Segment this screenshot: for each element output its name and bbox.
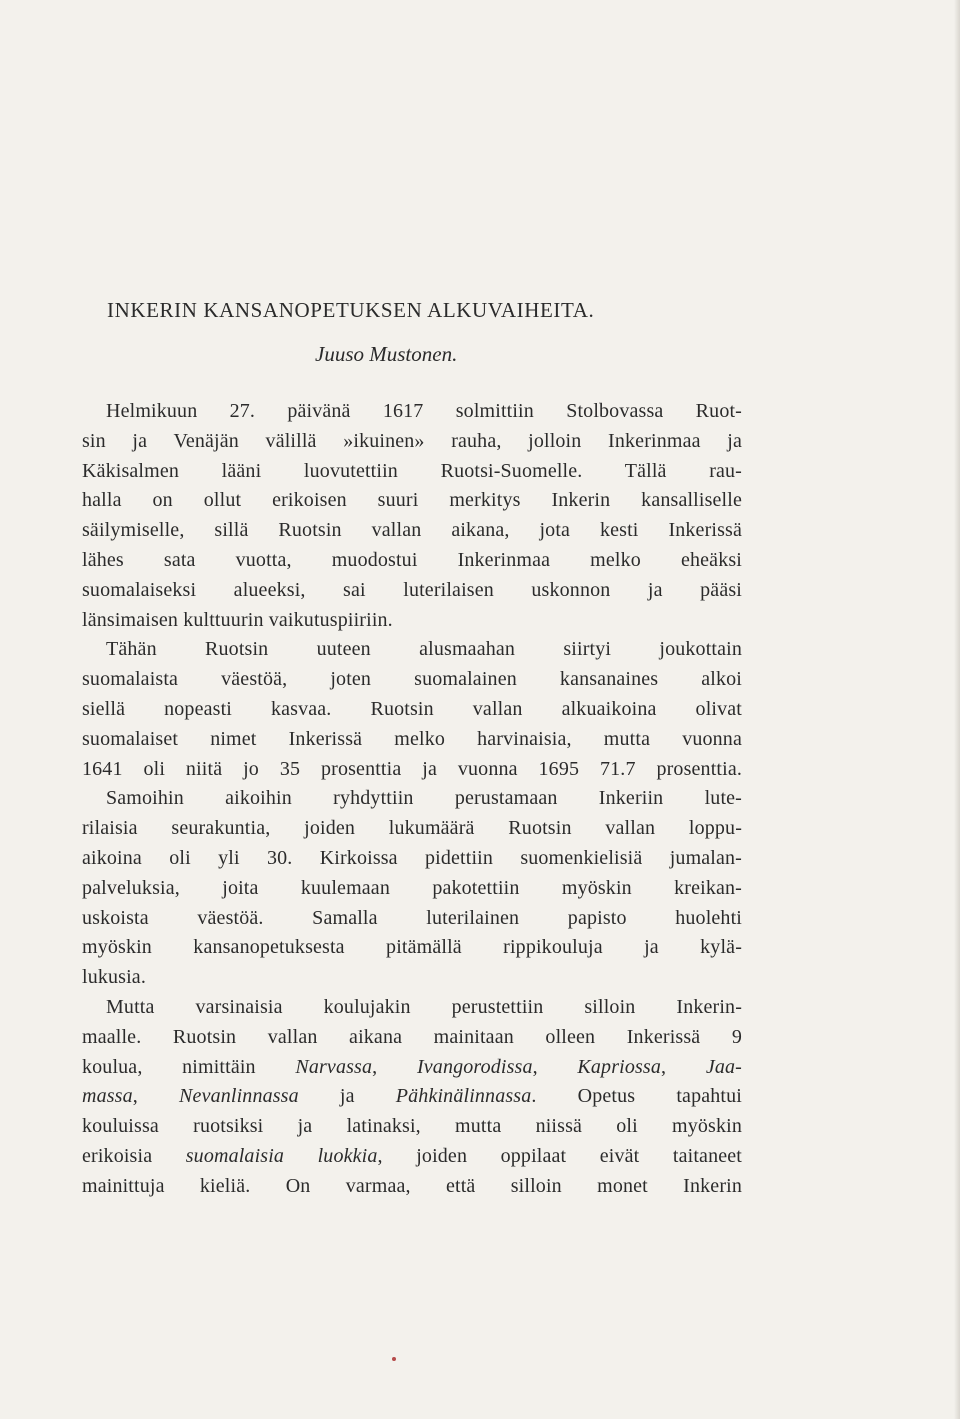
text-line: Helmikuun 27. päivänä 1617 solmittiin Stolbovassa Ruot- bbox=[106, 400, 742, 422]
italic-segment: Jaa- bbox=[705, 1055, 742, 1078]
italic-segment: Kapriossa bbox=[577, 1055, 662, 1078]
text-line: suomalaiset nimet Inkerissä melko harvinaisia, mutta vuonna bbox=[82, 727, 742, 750]
text-line bbox=[82, 1023, 742, 1053]
text-line bbox=[82, 1142, 742, 1172]
italic-segment: Narvassa bbox=[295, 1055, 373, 1078]
text-line: kouluissa ruotsiksi ja latinaksi, mutta niissä oli myöskin bbox=[82, 1115, 742, 1138]
article-author: Juuso Mustonen. bbox=[315, 342, 458, 366]
text-segment: koulua, nimittäin bbox=[82, 1055, 296, 1078]
italic-segment: Ivangorodissa bbox=[416, 1055, 533, 1078]
text-line: säilymiselle, sillä Ruotsin vallan aikana, jota kesti Inkerissä bbox=[82, 519, 742, 542]
text-line: uskoista väestöä. Samalla luterilainen papisto huolehti bbox=[82, 906, 742, 929]
italic-segment: massa bbox=[82, 1085, 133, 1108]
ink-speck bbox=[392, 1357, 396, 1361]
text-line: 1641 oli niitä jo 35 prosenttia ja vuonna 1695 71.7 prosenttia. bbox=[82, 757, 742, 780]
text-segment: ja bbox=[298, 1085, 396, 1108]
text-line: Tähän Ruotsin uuteen alusmaahan siirtyi joukottain bbox=[106, 638, 742, 661]
article-title: INKERIN KANSANOPETUKSEN ALKUVAIHEITA. bbox=[107, 298, 595, 322]
text-line: palveluksia, joita kuulemaan pakotettiin myöskin kreikan- bbox=[82, 876, 742, 899]
text-segment: , bbox=[132, 1085, 180, 1108]
text-segment: , bbox=[532, 1055, 578, 1078]
text-line: Samoihin aikoihin ryhdyttiin perustamaan Inkeriin lute- bbox=[106, 787, 742, 810]
italic-segment: Nevanlinnassa bbox=[179, 1085, 299, 1108]
text-line: lähes sata vuotta, muodostui Inkerinmaa melko eheäksi bbox=[82, 548, 742, 571]
text-line: suomalaiseksi alueeksi, sai luterilaisen uskonnon ja pääsi bbox=[82, 578, 742, 601]
text-line: rilaisia seurakuntia, joiden lukumäärä Ruotsin vallan loppu- bbox=[82, 817, 742, 840]
text-segment: , joiden oppilaat eivät taitaneet bbox=[377, 1144, 742, 1167]
text-line: mainittuja kieliä. On varmaa, että silloin monet Inkerin bbox=[82, 1174, 742, 1197]
text-segment: maalle. Ruotsin vallan aikana mainitaan olleen Inkerissä 9 bbox=[82, 1025, 742, 1048]
italic-segment: Pähkinälinnassa bbox=[395, 1085, 532, 1108]
text-line: myöskin kansanopetuksesta pitämällä rippikouluja ja kylä- bbox=[82, 936, 742, 959]
text-segment: , bbox=[372, 1055, 417, 1078]
text-line: länsimaisen kulttuurin vaikutuspiiriin. bbox=[82, 608, 393, 631]
text-line: siellä nopeasti kasvaa. Ruotsin vallan alkuaikoina olivat bbox=[82, 697, 742, 720]
text-line: aikoina oli yli 30. Kirkoissa pidettiin suomenkielisiä jumalan- bbox=[82, 846, 742, 869]
text-line: Mutta varsinaisia koulujakin perustettiin silloin Inkerin- bbox=[106, 995, 742, 1018]
text-line: halla on ollut erikoisen suuri merkitys Inkerin kansalliselle bbox=[82, 489, 742, 512]
text-line: lukusia. bbox=[82, 966, 146, 989]
text-segment: , bbox=[661, 1055, 706, 1078]
text-line: Käkisalmen lääni luovutettiin Ruotsi-Suomelle. Tällä rau- bbox=[82, 459, 742, 482]
text-segment: erikoisia bbox=[82, 1144, 186, 1167]
text-segment: . Opetus tapahtui bbox=[531, 1085, 742, 1108]
text-line: sin ja Venäjän välillä »ikuinen» rauha, jolloin Inkerinmaa ja bbox=[82, 429, 742, 452]
text-line bbox=[82, 1053, 742, 1083]
text-line bbox=[82, 1082, 742, 1112]
article-body bbox=[82, 397, 742, 1202]
text-line: suomalaista väestöä, joten suomalainen kansanaines alkoi bbox=[82, 668, 742, 691]
italic-segment: suomalaisia luokkia bbox=[185, 1144, 378, 1167]
page-edge-shadow bbox=[954, 0, 960, 1419]
